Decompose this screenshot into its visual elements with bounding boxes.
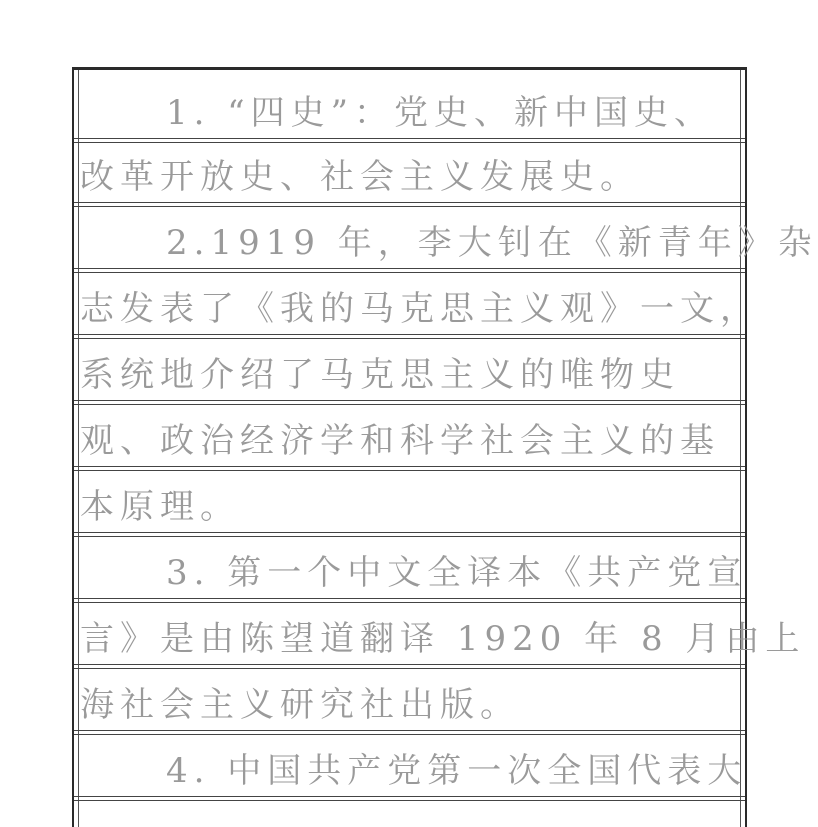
text-line-11 <box>74 734 748 796</box>
line-text: 2.1919 年，李大钊在《新青年》杂 <box>166 223 818 263</box>
line-text: 1. “四史”：党史、新中国史、 <box>166 93 715 133</box>
line-text: 4. 中国共产党第一次全国代表大 <box>166 751 748 791</box>
ruled-line <box>74 532 745 533</box>
ruled-line <box>74 796 745 797</box>
line-text: 改革开放史、社会主义发展史。 <box>80 157 640 197</box>
ruled-line <box>74 466 745 467</box>
line-text: 志发表了《我的马克思主义观》一文， <box>80 289 760 329</box>
text-line-2 <box>74 142 745 202</box>
ruled-line <box>74 598 745 599</box>
line-text: 系统地介绍了马克思主义的唯物史 <box>80 355 680 395</box>
text-line-9 <box>74 602 806 664</box>
text-line-4 <box>74 272 760 334</box>
line-text: 3. 第一个中文全译本《共产党宣 <box>166 553 748 593</box>
ruled-line <box>74 730 745 731</box>
ruled-line <box>74 268 745 269</box>
handwriting-sheet <box>72 67 818 827</box>
text-line-1 <box>74 70 745 138</box>
text-line-8 <box>74 536 748 598</box>
line-text: 海社会主义研究社出版。 <box>80 685 520 725</box>
text-line-6 <box>74 404 745 466</box>
ruled-line <box>74 138 745 139</box>
ruled-line <box>74 202 745 203</box>
line-text: 言》是由陈望道翻译 1920 年 8 月由上 <box>80 619 806 659</box>
ruled-line <box>74 664 745 665</box>
ruled-line <box>74 400 745 401</box>
line-text: 本原理。 <box>80 487 240 527</box>
line-text: 观、政治经济学和科学社会主义的基 <box>80 421 720 461</box>
text-line-7 <box>74 470 745 532</box>
text-line-10 <box>74 668 745 730</box>
ruled-line <box>74 334 745 335</box>
text-line-5 <box>74 338 745 400</box>
text-line-3 <box>74 206 818 268</box>
